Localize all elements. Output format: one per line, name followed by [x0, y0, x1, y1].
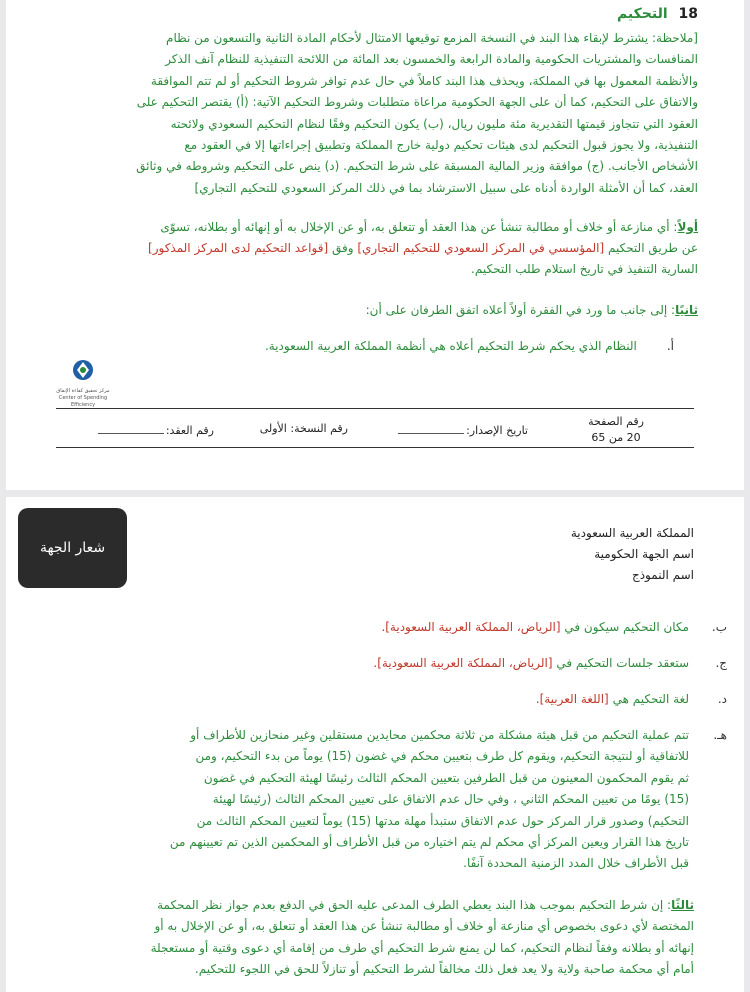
item-e-line: (15) يومًا من تعيين المحكم الثاني ، وفي حال عدم الاتفاق على تعيين المحكم الثالث (رئيسًا لهيئة [212, 792, 689, 807]
item-e-line: قبل الأطراف خلال المدد الزمنية المحددة آنفًا. [463, 856, 689, 871]
item-e-line: تتم عملية التحكيم من قبل هيئة مشكلة من ثلاثة محكمين محايدين مستقلين وغير منحازين للأطراف أو [190, 728, 689, 742]
item-e-line: ثم يقوم المحكمون المعينون من قبل الطرفين بتعيين المحكم الثالث رئيسًا لهيئة التحكيم في غضون [203, 770, 689, 785]
item-e-letter: هـ. [713, 728, 727, 742]
item-c-place: [الرياض، المملكة العربية السعودية]. [373, 656, 553, 670]
page-header [571, 523, 694, 586]
logo-text-ar: مركز تحقيق كفاءة الإنفاق [56, 388, 110, 394]
header-form-name: اسم النموذج [631, 568, 694, 582]
note-line: التنفيذية، ولا يجوز قبول التحكيم لدى هيئات تحكيم دولية خارج المملكة وتطبيق إجراءاتها إلا في العقود مع [184, 138, 698, 153]
footer-issue-date-label: تاريخ الإصدار: [466, 424, 528, 437]
item-a-letter: أ. [666, 339, 674, 353]
section-heading [617, 6, 698, 22]
item-e-line: التحكيم) وصدور قرار المركز حول عدم الاتفاق ستبدأ مهلة مدتها (15) يوماً لتعيين المحكم الثالث من [196, 813, 689, 828]
item-e-line: للاتفاقية أو لنتيجة التحكيم، ويقوم كل طرف بتعيين محكم في غضون (15) يوماً من بدء التحكيم، ومن [195, 749, 689, 764]
clause-first-line1: : أي منازعة أو خلاف أو مطالبة تنشأ عن هذا العقد أو تتعلق به، أو عن الإخلال به أو إنهائه أو بطلانه، تسوّى [160, 220, 678, 234]
item-c-letter: ج. [715, 656, 727, 670]
clause-first-institution: [المؤسسي في المركز السعودي للتحكيم التجاري] [357, 241, 605, 255]
section-title: التحكيم [616, 6, 668, 22]
note-line: العقود التي تتجاوز قيمتها التقديرية مئة مليون ريال، (ب) يكون التحكيم وفقًا لنظام التحكيم السعودي ولائحته [170, 116, 698, 131]
clause-first-rules: [قواعد التحكيم لدى المركز المذكور] [148, 241, 329, 255]
footer-issue-date [398, 422, 528, 437]
note-line: الأشخاص الأجانب. (ج) موافقة وزير المالية المسبقة على شرط التحكيم. (د) ينص على التحكيم وشروطه في وثائق [136, 159, 698, 174]
clause-third-line: إنهائه أو بطلانه وفقاً لنظام التحكيم، كما لن يمنع شرط التحكيم أي طرف من إقامة أي دعوى وقتية أو مستعجلة [150, 940, 694, 955]
header-country: المملكة العربية السعودية [570, 526, 694, 540]
center-logo [48, 358, 118, 408]
item-e [76, 725, 727, 875]
item-b-letter: ب. [711, 620, 727, 634]
footer-contract-blank [98, 422, 164, 434]
clause-first-label: أولاً [677, 220, 698, 234]
logo-text-en: Center of Spending Efficiency [58, 395, 108, 408]
clause-first-line2c: وفق [331, 241, 354, 255]
clause-second-text: : إلى جانب ما ورد في الفقرة أولاً أعلاه اتفق الطرفان على أن: [365, 303, 676, 317]
footer-page-value: 20 من 65 [591, 431, 641, 444]
footer-page-number [588, 414, 644, 446]
item-b [76, 617, 727, 638]
item-e-line: تاريخ هذا القرار ويعين المركز أي محكم لم يتم اختياره من قبل الأطراف أو المحكمين الذين تم تعيينهم من [169, 835, 689, 850]
footer-contract-number [98, 422, 214, 437]
document-page-2 [6, 497, 744, 992]
clause-first-line3: السارية التنفيذ في تاريخ استلام طلب التحكيم. [471, 262, 698, 276]
clause-third-line: أمام أي محكمة صاحبة ولاية ولا يعد فعل ذلك مخالفاً لشرط التحكيم أو تنازلاً للحق في اللجوء للتحكيم. [194, 962, 694, 977]
item-a [265, 336, 674, 357]
item-b-text: مكان التحكيم سيكون في [564, 620, 689, 634]
item-c [76, 653, 727, 674]
clause-third [72, 895, 694, 981]
document-page-1 [6, 0, 744, 490]
clause-third-body [72, 895, 694, 981]
footer-page-label: رقم الصفحة [588, 415, 644, 428]
note-line: والأنظمة المعمول بها في المملكة، ويحذف هذا البند كاملاً في حال عدم توافر شروط التحكيم أو لم تتم الموافقة [150, 73, 698, 88]
note-line: والاتفاق على التحكيم، كما أن على الجهة الحكومية مراعاة متطلبات وشروط التحكيم الآتية: (أ) يقتصر التحكيم على [136, 95, 698, 110]
header-entity-name: اسم الجهة الحكومية [594, 547, 694, 561]
item-d [76, 689, 727, 710]
footer-version: رقم النسخة: الأولى [259, 422, 348, 435]
item-c-text: ستعقد جلسات التحكيم في [556, 656, 689, 670]
footer-contract-label: رقم العقد: [165, 424, 214, 437]
item-d-letter: د. [717, 692, 727, 706]
footer-bottom-rule [56, 447, 694, 448]
note-line: العقد، كما أن الأمثلة الواردة أدناه على سبيل الاسترشاد بما في ذلك المركز السعودي للتحكيم التجاري] [194, 180, 698, 195]
clause-third-line: المختصة لأي دعوى بخصوص أي منازعة أو خلاف أو مطالبة تنشأ عن هذا العقد أو تتعلق به، أو عن الإخلال به أو [154, 919, 694, 934]
footer-issue-date-blank [398, 422, 464, 434]
note-line: المنافسات والمشتريات الحكومية والمادة الرابعة والخمسون بعد المائة من اللائحة التنفيذية للنظام آنف الذكر [165, 52, 698, 67]
clause-third-label: ثالثًا [671, 898, 694, 912]
item-e-body [76, 725, 689, 875]
section-number: 18 [678, 6, 698, 22]
item-a-text: النظام الذي يحكم شرط التحكيم أعلاه هي أنظمة المملكة العربية السعودية. [264, 339, 637, 353]
footer-top-rule [56, 408, 694, 409]
entity-logo-placeholder: شعار الجهة [18, 508, 127, 588]
clause-first [72, 217, 698, 280]
note-paragraph [72, 28, 698, 199]
item-b-place: [الرياض، المملكة العربية السعودية]. [381, 620, 561, 634]
clause-third-line: ثالثًا: إن شرط التحكيم بموجب هذا البند يعطي الطرف المدعى عليه الحق في الدفع بعدم جواز نظر المحكمة [157, 898, 694, 912]
clause-first-line2a: عن طريق التحكيم [607, 241, 698, 255]
clause-second [366, 300, 698, 321]
item-d-language: [اللغة العربية]. [535, 692, 609, 706]
note-line: [ملاحظة: يشترط لإبقاء هذا البند في النسخة المزمع توقيعها الامتثال لأحكام المادة الثانية والتسعون من نظام [166, 31, 698, 45]
item-d-text: لغة التحكيم هي [612, 692, 689, 706]
logo-icon [48, 358, 118, 384]
clause-second-label: ثانيًا [675, 303, 698, 317]
